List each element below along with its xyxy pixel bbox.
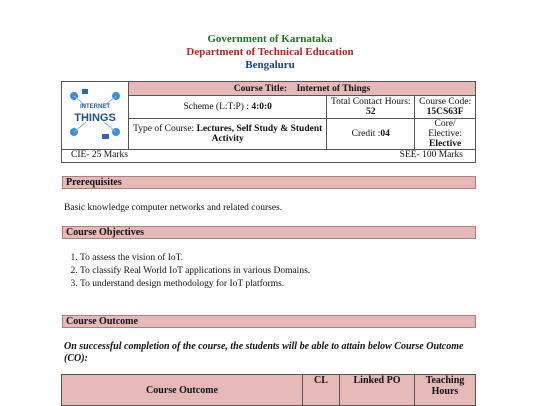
col-linked-po: Linked PO bbox=[340, 375, 415, 406]
course-type-cell: Type of Course: Lectures, Self Study & Student Activity bbox=[129, 119, 327, 150]
see-marks: SEE- 100 Marks bbox=[399, 150, 463, 160]
objectives-heading: Course Objectives bbox=[62, 226, 476, 239]
logo-internet-text: INTERNET bbox=[80, 104, 110, 110]
iot-logo bbox=[62, 82, 129, 150]
iot-logo-icon bbox=[66, 86, 124, 142]
prerequisites-text: Basic knowledge computer networks and related courses. bbox=[64, 203, 283, 213]
credit-cell: Credit :04 bbox=[327, 119, 415, 150]
marks-row bbox=[61, 149, 476, 163]
col-course-outcome: Course Outcome bbox=[62, 375, 303, 406]
objectives-list bbox=[64, 252, 310, 291]
cie-marks: CIE- 25 Marks bbox=[71, 150, 128, 160]
course-code-cell: Course Code: 15CS63F bbox=[415, 96, 476, 119]
prerequisites-heading: Prerequisites bbox=[62, 176, 476, 189]
header-government: Government of Karnataka bbox=[207, 33, 333, 45]
header-department: Department of Technical Education bbox=[186, 46, 354, 58]
list-item: 2. To classify Real World IoT applications in various Domains. bbox=[80, 265, 310, 278]
core-elective-cell: Core/ Elective: Elective bbox=[415, 119, 476, 150]
col-teaching-hours: Teaching Hours bbox=[415, 375, 476, 406]
outcome-heading: Course Outcome bbox=[62, 315, 476, 328]
list-item: 1. To assess the vision of IoT. bbox=[80, 252, 310, 265]
header-city: Bengaluru bbox=[245, 59, 295, 71]
list-item: 3. To understand design methodology for IoT platforms. bbox=[80, 278, 310, 291]
scheme-cell: Scheme (L:T:P) : 4:0:0 bbox=[129, 96, 327, 119]
course-title-cell: Course Title: Internet of Things bbox=[129, 82, 476, 96]
outcome-intro: On successful completion of the course, the students will be able to attain below Course Outcome (CO): bbox=[64, 341, 464, 364]
contact-hours-cell: Total Contact Hours: 52 bbox=[327, 96, 415, 119]
course-info-table bbox=[61, 81, 476, 150]
course-outcome-table bbox=[61, 374, 476, 406]
logo-things-text: THINGS bbox=[74, 112, 116, 124]
col-cl: CL bbox=[303, 375, 340, 406]
